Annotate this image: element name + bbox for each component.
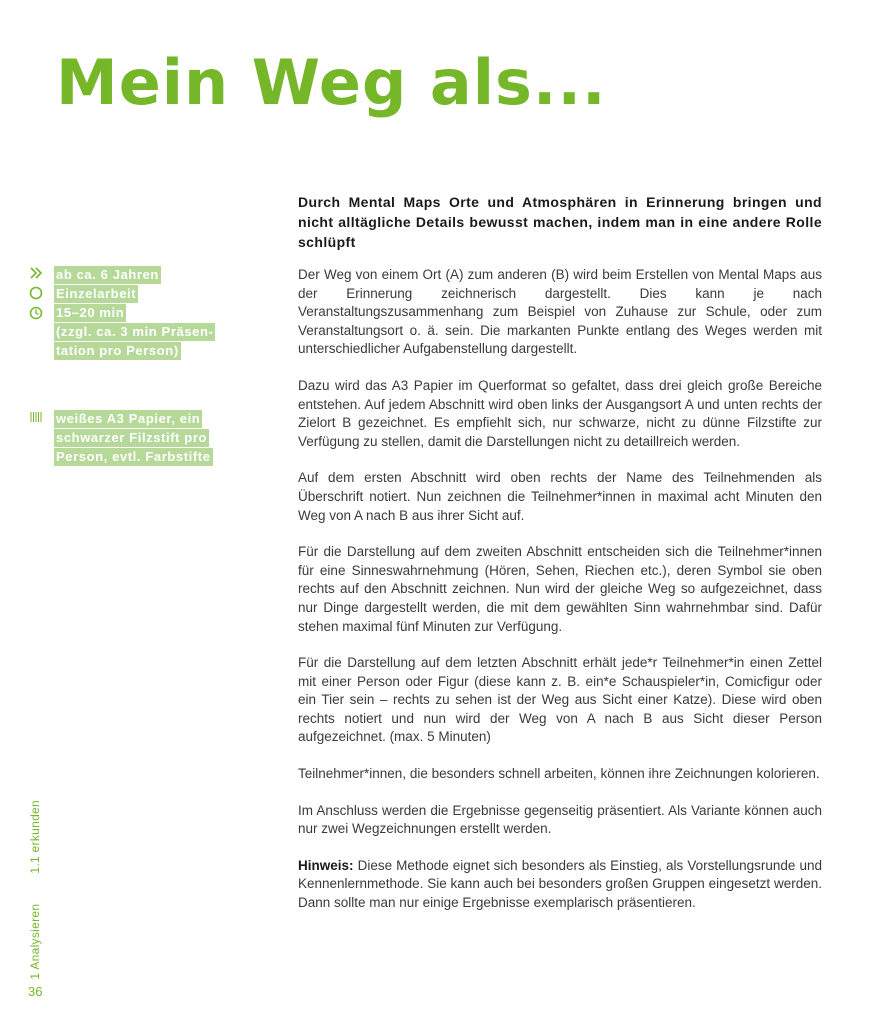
double-chevron-icon	[28, 266, 44, 280]
clock-icon	[28, 306, 44, 320]
paragraph: Für die Darstellung auf dem zweiten Abschnitt entscheiden sich die Teilnehmer*innen für eine Sinneswahrnehmung (Hören, Sehen, Riechen etc.), deren Symbol sie oben rechts auf den Abschnitt zeichnen. Nun wird der gleiche Weg so aufgezeichnet, dass nur Dinge dargestellt werden, die mit dem gewählten Sinn wahrnehmbar sind. Dafür stehen maximal fünf Minuten zur Verfügung.	[298, 544, 822, 634]
material-line: schwarzer Filzstift pro	[56, 430, 208, 445]
info-line: 15–20 min	[56, 305, 125, 320]
info-line: (zzgl. ca. 3 min Präsen-	[56, 324, 214, 339]
hint-paragraph	[298, 857, 822, 913]
hint-label: Hinweis:	[298, 857, 354, 873]
target-circle-icon	[28, 286, 44, 300]
paragraph: Auf dem ersten Abschnitt wird oben rechts der Name des Teilnehmenden als Überschrift notiert. Nun zeichnen die Teilnehmer*innen in maximal acht Minuten den Weg von A nach B aus ihrer Sicht auf.	[298, 470, 822, 523]
hint-text: Diese Methode eignet sich besonders als Einstieg, als Vorstellungsrunde und Kennenlernmethode. Sie kann auch bei besonders großen Gruppen eingesetzt werden. Dann sollte man nur einige Ergebnisse exemplarisch präsentieren.	[298, 857, 822, 911]
chapter-label	[28, 800, 42, 980]
paragraph: Im Anschluss werden die Ergebnisse gegenseitig präsentiert. Als Variante können auch nur zwei Wegzeichnungen erstellt werden.	[298, 802, 822, 837]
info-icons	[26, 266, 46, 320]
chapter-name: 1 Analysieren	[28, 904, 42, 980]
paragraph: Teilnehmer*innen, die besonders schnell arbeiten, können ihre Zeichnungen kolorieren.	[298, 766, 820, 782]
paragraph: Dazu wird das A3 Papier im Querformat so gefaltet, dass drei gleich große Bereiche entstehen. Auf jedem Abschnitt wird oben links der Ausgangsort A und unten rechts der Zielort B gezeichnet. Es empfiehlt sich, nur schwarze, nicht zu dünne Filzstifte zur Verfügung zu stellen, damit die Darstellungen nicht zu detaillreich werden.	[298, 377, 822, 449]
intro-text: Durch Mental Maps Orte und Atmosphären in Erinnerung bringen und nicht alltägliche Details bewusst machen, indem man in eine andere Rolle schlüpft	[298, 194, 822, 250]
section-name: 1.1 erkunden	[28, 800, 42, 875]
info-line: ab ca. 6 Jahren	[56, 267, 159, 282]
body-text	[298, 266, 822, 931]
page-number: 36	[28, 984, 43, 999]
info-line: tation pro Person)	[56, 343, 179, 358]
paragraph: Der Weg von einem Ort (A) zum anderen (B) wird beim Erstellen von Mental Maps aus der Erinnerung zeichnerisch dargestellt. Dies kann je nach Veranstaltungszusammenhang zum Beispiel von Zuhause zur Schule, oder zum Veranstaltungsort o. ä. sein. Die markanten Punkte entlang des Weges werden mit unterschiedlicher Aufgabenstellung dargestellt.	[298, 267, 822, 357]
material-line: weißes A3 Papier, ein	[56, 411, 201, 426]
page-title: Mein Weg als...	[56, 46, 607, 119]
material-line: Person, evtl. Farbstifte	[56, 449, 211, 464]
material-icons	[26, 410, 46, 424]
material-lines-icon	[28, 410, 44, 424]
paragraph: Für die Darstellung auf dem letzten Abschnitt erhält jede*r Teilnehmer*in einen Zettel mit einer Person oder Figur (diese kann z. B. ein*e Schauspieler*in, Comicfigur oder ein Tier sein – rechts zu sehen ist der Weg aus Sicht einer Katze). Diese wird oben rechts notiert und nun wird der Weg von A nach B aus Sicht dieser Person aufgezeichnet. (max. 5 Minuten)	[298, 655, 822, 745]
info-line: Einzelarbeit	[56, 286, 137, 301]
